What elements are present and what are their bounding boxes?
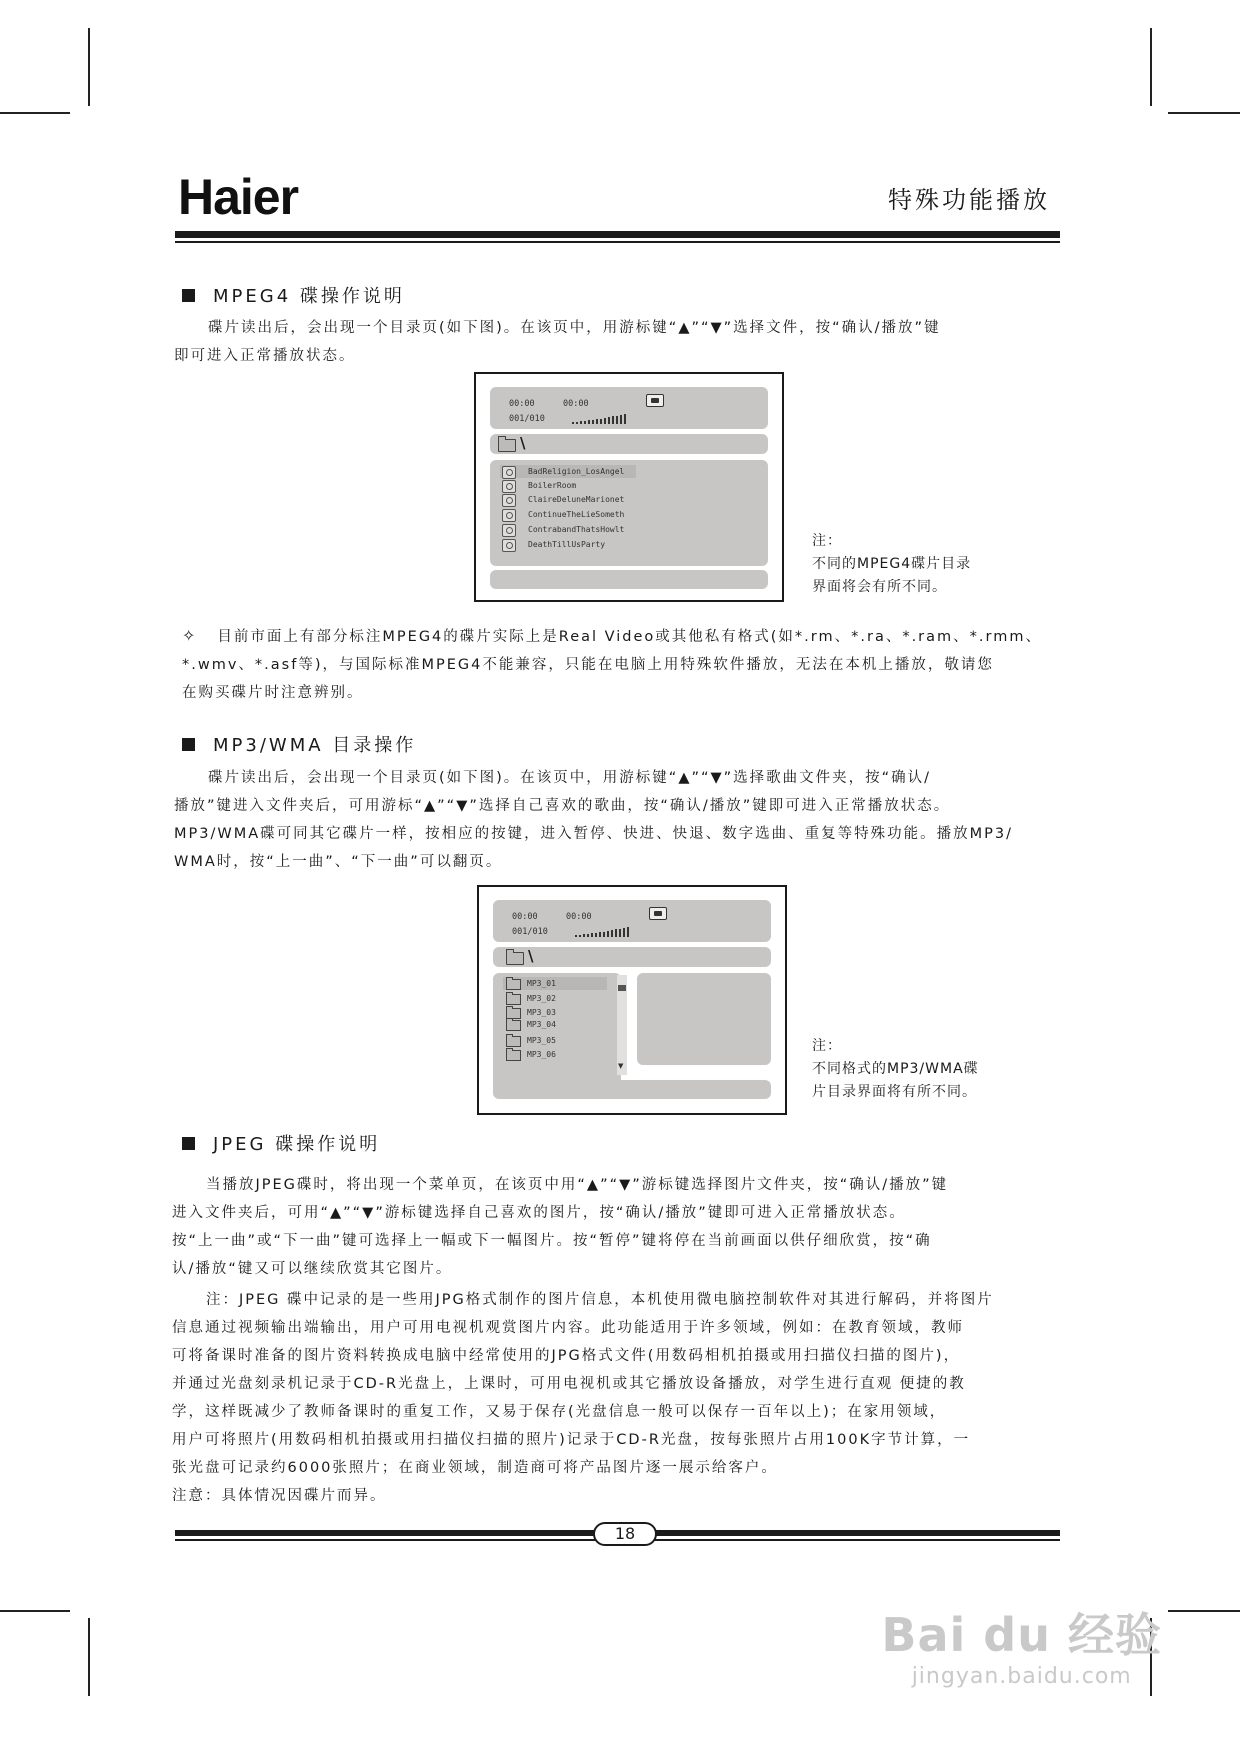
jpeg-note-paragraph — [172, 1286, 1072, 1510]
note-line: 界面将会有所不同。 — [812, 579, 947, 595]
warning-line: 在购买碟片时注意辨别。 — [182, 685, 364, 701]
media-file-icon — [502, 539, 516, 552]
note-line: 不同的MPEG4碟片目录 — [812, 556, 972, 572]
mp3-title: MP3/WMA 目录操作 — [213, 735, 417, 756]
file-name: BoilerRoom — [528, 481, 577, 490]
mp3-line: WMA时，按“上一曲”、“下一曲”可以翻页。 — [174, 854, 503, 870]
note-line: 注： — [812, 1038, 842, 1054]
crop-mark — [1150, 28, 1152, 106]
folder-icon — [506, 952, 524, 965]
crop-mark — [1168, 112, 1240, 114]
diamond-bullet-icon: ✧ — [182, 626, 198, 645]
disc-type-icon — [649, 907, 667, 920]
folder-name: MP3_03 — [527, 1008, 556, 1017]
jpeg-line: 认/播放“键又可以继续欣赏其它图片。 — [172, 1261, 453, 1277]
track-counter: 001/010 — [509, 414, 545, 424]
warning-line-1 — [182, 622, 1062, 651]
folder-row[interactable] — [503, 1018, 607, 1031]
note-line: 片目录界面将有所不同。 — [812, 1084, 977, 1100]
current-path: \ — [520, 434, 526, 452]
folder-icon — [506, 1050, 521, 1061]
info-bar — [493, 1080, 771, 1099]
file-name: ContrabandThatsHowlt — [528, 525, 625, 534]
bullet-square-icon — [182, 738, 195, 751]
jpeg-note-line: 学，这样既减少了教师备课时的重复工作，又易于保存(光盘信息一般可以保存一百年以上)；在家用领域， — [172, 1404, 947, 1420]
jpeg-note-line: 信息通过视频输出端输出，用户可用电视机观赏图片内容。此功能适用于许多领域，例如：在教育领域，教师 — [172, 1320, 964, 1336]
jpeg-note-line: 用户可将照片(用数码相机拍摄或用扫描仪扫描的照片)记录于CD-R光盘，按每张照片占用100K字节计算，一 — [172, 1432, 971, 1448]
scrollbar[interactable] — [617, 975, 627, 1075]
elapsed-time: 00:00 — [509, 399, 535, 409]
folder-icon — [506, 1036, 521, 1047]
file-row[interactable] — [500, 523, 636, 536]
mp3-screen — [477, 885, 787, 1115]
file-row[interactable] — [500, 479, 636, 492]
crop-mark — [88, 28, 90, 106]
mp3-line: 播放”键进入文件夹后，可用游标“▲”“▼”选择自己喜欢的歌曲，按“确认/播放”键即可进入正常播放状态。 — [174, 798, 951, 814]
section-title-mpeg4 — [182, 288, 405, 306]
jpeg-paragraph — [172, 1171, 1072, 1283]
folder-name: MP3_04 — [527, 1020, 556, 1029]
song-list-panel — [637, 973, 771, 1065]
warning-paragraph — [182, 622, 1062, 707]
jpeg-note-line: 注意：具体情况因碟片而异。 — [172, 1488, 387, 1504]
crop-mark — [0, 1610, 70, 1612]
footer — [175, 1524, 1060, 1544]
note-line: 注： — [812, 533, 842, 549]
jpeg-title: JPEG 碟操作说明 — [213, 1134, 381, 1155]
total-time: 00:00 — [566, 912, 592, 922]
mpeg4-paragraph — [174, 314, 1074, 370]
mp3-line: MP3/WMA碟可同其它碟片一样，按相应的按键，进入暂停、快进、快退、数字选曲、重复等特殊功能。播放MP3/ — [174, 826, 1013, 842]
jpeg-note-line: 注：JPEG 碟中记录的是一些用JPG格式制作的图片信息，本机使用微电脑控制软件对其进行解码，并将图片 — [206, 1292, 994, 1308]
jpeg-line: 进入文件夹后，可用“▲”“▼”游标键选择自己喜欢的图片，按“确认/播放”键即可进入正常播放状态。 — [172, 1205, 906, 1221]
media-file-icon — [502, 524, 516, 537]
crop-mark — [88, 1618, 90, 1696]
file-row[interactable] — [500, 508, 636, 521]
volume-bar-icon — [575, 927, 635, 937]
folder-name: MP3_01 — [527, 979, 556, 988]
warning-text: 目前市面上有部分标注MPEG4的碟片实际上是Real Video或其他私有格式(如*.rm、*.ra、*.ram、*.rmm、 — [217, 629, 1042, 645]
section-title-jpeg — [182, 1136, 380, 1154]
page-number: 18 — [593, 1522, 657, 1546]
crop-mark — [1168, 1610, 1240, 1612]
media-file-icon — [502, 494, 516, 507]
mp3-note — [812, 1035, 979, 1104]
info-bar — [490, 570, 768, 589]
folder-name: MP3_06 — [527, 1050, 556, 1059]
file-name: ClaireDeluneMarionet — [528, 495, 625, 504]
file-row[interactable] — [500, 538, 636, 551]
mp3-paragraph — [174, 764, 1074, 876]
file-name: ContinueTheLieSometh — [528, 510, 625, 519]
mpeg4-line: 碟片读出后，会出现一个目录页(如下图)。在该页中，用游标键“▲”“▼”选择文件，按“确认/播放”键 — [208, 320, 941, 336]
page-title: 特殊功能播放 — [888, 186, 1050, 214]
folder-icon — [506, 994, 521, 1005]
mpeg4-screen — [474, 372, 784, 602]
folder-icon — [506, 1020, 521, 1031]
mpeg4-note — [812, 530, 971, 599]
header-rule — [175, 231, 1060, 238]
path-bar — [490, 434, 768, 454]
file-list — [490, 460, 768, 566]
path-bar — [493, 947, 771, 967]
folder-name: MP3_02 — [527, 994, 556, 1003]
scroll-down-arrow-icon[interactable]: ▼ — [618, 1062, 624, 1070]
elapsed-time: 00:00 — [512, 912, 538, 922]
scrollbar-thumb[interactable] — [618, 985, 626, 991]
file-row[interactable] — [500, 465, 636, 478]
disc-type-icon — [646, 394, 664, 407]
folder-row[interactable] — [503, 1048, 607, 1061]
track-counter: 001/010 — [512, 927, 548, 937]
crop-mark — [0, 112, 70, 114]
folder-list — [493, 973, 624, 1091]
mp3-line: 碟片读出后，会出现一个目录页(如下图)。在该页中，用游标键“▲”“▼”选择歌曲文件夹，按“确认/ — [208, 770, 932, 786]
jpeg-note-line: 张光盘可记录约6000张照片；在商业领域，制造商可将产品图片逐一展示给客户。 — [172, 1460, 778, 1476]
folder-row[interactable] — [503, 1034, 607, 1047]
folder-row[interactable] — [503, 992, 607, 1005]
file-row[interactable] — [500, 493, 636, 506]
volume-bar-icon — [572, 414, 632, 424]
folder-row[interactable] — [503, 977, 607, 990]
jpeg-note-line: 可将备课时准备的图片资料转换成电脑中经常使用的JPG格式文件(用数码相机拍摄或用扫描仪扫描的图片)， — [172, 1348, 961, 1364]
jpeg-line: 当播放JPEG碟时，将出现一个菜单页，在该页中用“▲”“▼”游标键选择图片文件夹，按“确认/播放”键 — [206, 1177, 949, 1193]
total-time: 00:00 — [563, 399, 589, 409]
media-file-icon — [502, 509, 516, 522]
media-file-icon — [502, 480, 516, 493]
note-line: 不同格式的MP3/WMA碟 — [812, 1061, 979, 1077]
watermark-url: jingyan.baidu.com — [911, 1664, 1132, 1689]
file-name: BadReligion_LosAngel — [528, 467, 625, 476]
folder-icon — [506, 979, 521, 990]
status-bar — [490, 387, 768, 429]
header-rule-thin — [175, 241, 1060, 243]
watermark-brand: Bai du 经验 — [881, 1608, 1162, 1662]
bullet-square-icon — [182, 289, 195, 302]
section-title-mp3 — [182, 737, 416, 755]
jpeg-line: 按“上一曲”或“下一曲”键可选择上一幅或下一幅图片。按“暂停”键将停在当前画面以供仔细欣赏，按“确 — [172, 1233, 932, 1249]
bullet-square-icon — [182, 1137, 195, 1150]
haier-logo: Haier — [178, 169, 299, 225]
status-bar — [493, 900, 771, 942]
folder-icon — [498, 439, 516, 452]
current-path: \ — [528, 947, 534, 965]
folder-name: MP3_05 — [527, 1036, 556, 1045]
baidu-watermark — [881, 1608, 1162, 1689]
warning-line: *.wmv、*.asf等)，与国际标准MPEG4不能兼容，只能在电脑上用特殊软件播放，无法在本机上播放，敬请您 — [182, 657, 994, 673]
file-name: DeathTillUsParty — [528, 540, 606, 549]
media-file-icon — [502, 466, 516, 479]
jpeg-note-line: 并通过光盘刻录机记录于CD-R光盘上，上课时，可用电视机或其它播放设备播放，对学生进行直观 便捷的教 — [172, 1376, 966, 1392]
mpeg4-title: MPEG4 碟操作说明 — [213, 286, 405, 307]
mpeg4-line: 即可进入正常播放状态。 — [174, 348, 356, 364]
